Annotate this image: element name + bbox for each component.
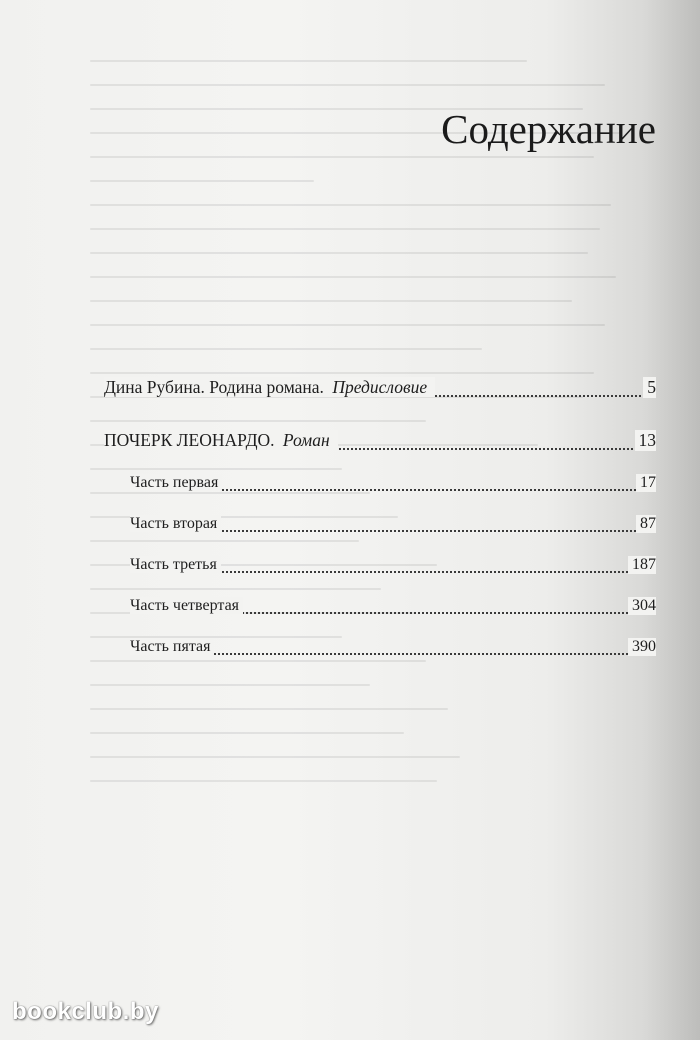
toc-entry-part-4 (130, 593, 656, 621)
toc-entry-preface (104, 376, 656, 404)
toc-entry-novel (104, 429, 656, 457)
page-title: Содержание (441, 106, 656, 153)
toc-entry-label: Часть первая (130, 474, 222, 492)
toc-entry-title: ПОЧЕРК ЛЕОНАРДО. (104, 430, 283, 450)
toc-entry-label (104, 377, 435, 398)
toc-entry-label: Часть вторая (130, 515, 221, 533)
site-watermark: bookclub.by (12, 998, 159, 1025)
toc-entry-part-1 (130, 470, 656, 498)
toc-page-number: 13 (635, 430, 657, 451)
toc-page-number: 390 (628, 638, 656, 656)
toc-entry-part-3 (130, 552, 656, 580)
toc-entry-subtitle: Роман (283, 430, 334, 450)
toc-entry-label: Часть третья (130, 556, 221, 574)
toc-page-number: 187 (628, 556, 656, 574)
toc-entry-label (104, 430, 338, 451)
toc-page-number: 87 (636, 515, 656, 533)
toc-entry-part-5 (130, 634, 656, 662)
toc-entry-title: Дина Рубина. Родина романа. (104, 377, 332, 397)
toc-entry-subtitle: Предисловие (332, 377, 431, 397)
toc-page-number: 17 (636, 474, 656, 492)
table-of-contents (104, 376, 656, 662)
toc-page-number: 304 (628, 597, 656, 615)
toc-page-number: 5 (643, 377, 656, 398)
toc-entry-label: Часть четвертая (130, 597, 243, 615)
toc-entry-part-2 (130, 511, 656, 539)
toc-entry-label: Часть пятая (130, 638, 214, 656)
